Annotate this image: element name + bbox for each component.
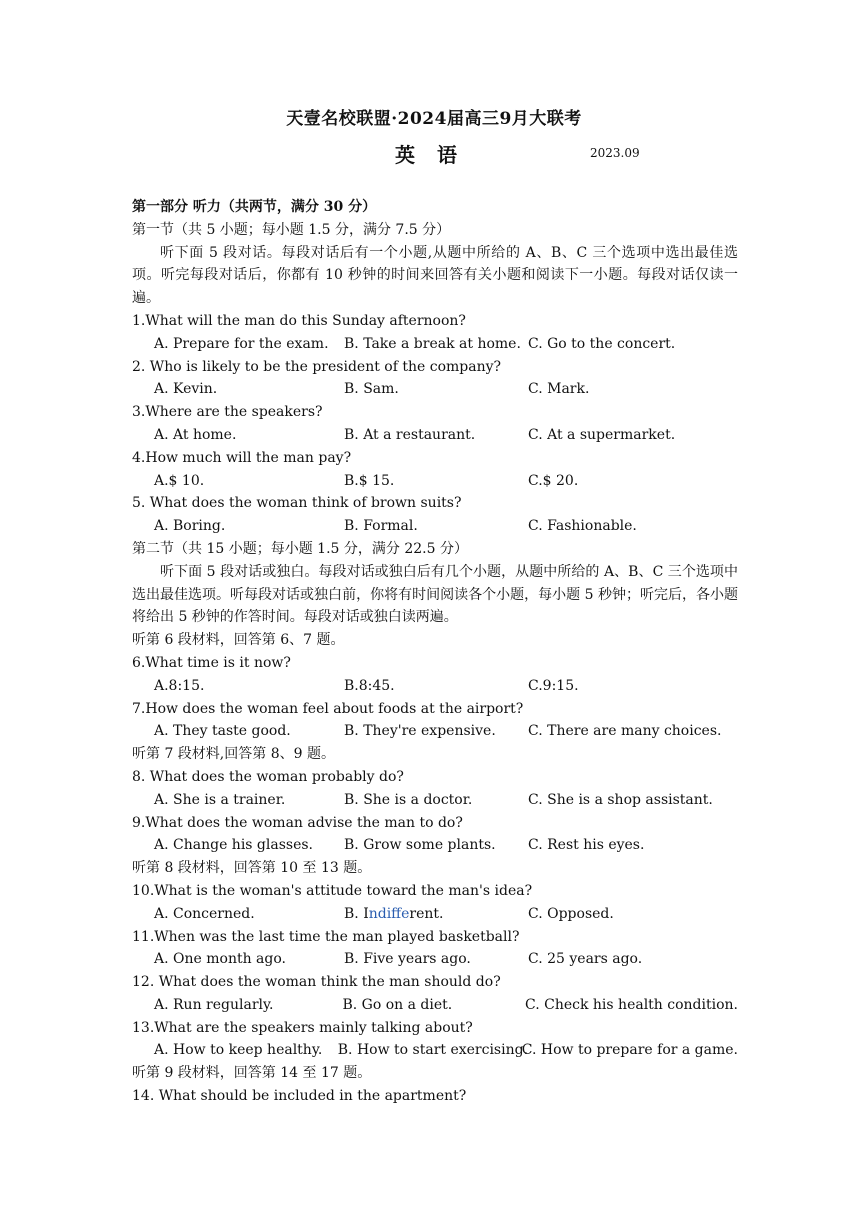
question-11-stem: 11.When was the last time the man played basketball? (132, 928, 520, 945)
subject-title: 英语 (395, 143, 479, 167)
option-a: A. She is a trainer. (154, 791, 286, 808)
question-2-stem: 2. Who is likely to be the president of the company? (132, 358, 502, 375)
option-b: B. Take a break at home. (344, 335, 521, 352)
option-b: B. Sam. (344, 381, 399, 398)
question-9-options (132, 834, 738, 857)
exam-body (132, 196, 738, 1108)
option-a: A. At home. (154, 426, 237, 443)
option-a: A.8:15. (154, 677, 205, 694)
exam-title: 天壹名校联盟·2024届高三9月大联考 (286, 109, 582, 129)
option-a: A. Prepare for the exam. (154, 335, 329, 352)
section2-heading: 第二节（共 15 小题；每小题 1.5 分，满分 22.5 分） (132, 540, 468, 557)
material-8-note: 听第 8 段材料，回答第 10 至 13 题。 (132, 860, 372, 877)
question-1-options (132, 333, 738, 356)
option-c: C.$ 20. (528, 472, 579, 489)
option-c: C. Go to the concert. (528, 335, 676, 352)
option-b: B. Grow some plants. (344, 837, 496, 854)
question-11-options (132, 948, 738, 971)
question-7-stem: 7.How does the woman feel about foods at the airport? (132, 700, 524, 717)
option-b: B. Go on a diet. (342, 996, 453, 1013)
question-8-stem: 8. What does the woman probably do? (132, 768, 404, 785)
option-a: A.$ 10. (154, 472, 205, 489)
question-8-options (132, 789, 738, 812)
option-c: C. She is a shop assistant. (528, 791, 713, 808)
part1-heading: 第一部分 听力（共两节，满分 30 分） (132, 199, 377, 215)
option-a: A. How to keep healthy. (154, 1042, 323, 1059)
option-b-part: B. I (344, 905, 369, 922)
question-4-options (132, 470, 738, 493)
option-c: C. Rest his eyes. (528, 837, 645, 854)
question-3-options (132, 424, 738, 447)
question-5-stem: 5. What does the woman think of brown suits? (132, 495, 462, 512)
question-6-options (132, 675, 738, 698)
option-a: A. Change his glasses. (154, 837, 314, 854)
question-12-options (132, 994, 738, 1017)
option-c: C. 25 years ago. (528, 951, 643, 968)
option-c: C. At a supermarket. (528, 426, 676, 443)
question-9-stem: 9.What does the woman advise the man to do? (132, 814, 463, 831)
option-a: A. One month ago. (154, 951, 286, 968)
question-6-stem: 6.What time is it now? (132, 654, 291, 671)
option-c: C. Check his health condition. (525, 996, 738, 1013)
option-b: B. Formal. (344, 518, 418, 535)
option-c: C. Opposed. (528, 905, 614, 922)
section1-heading: 第一节（共 5 小题；每小题 1.5 分，满分 7.5 分） (132, 221, 451, 238)
option-b: B. They're expensive. (344, 723, 496, 740)
question-14-stem: 14. What should be included in the apartment? (132, 1088, 467, 1105)
option-b: B. At a restaurant. (344, 426, 476, 443)
option-a: A. Run regularly. (154, 996, 274, 1013)
material-6-note: 听第 6 段材料，回答第 6、7 题。 (132, 632, 345, 649)
option-c: C. There are many choices. (528, 723, 722, 740)
option-a: A. They taste good. (154, 723, 291, 740)
option-b-part: rent. (409, 905, 444, 922)
option-b: B. She is a doctor. (344, 791, 473, 808)
option-b-highlight: ndiffe (368, 905, 410, 922)
material-9-note: 听第 9 段材料，回答第 14 至 17 题。 (132, 1065, 372, 1082)
option-c: C. Mark. (528, 381, 590, 398)
option-b: B. Five years ago. (344, 951, 471, 968)
option-a: A. Kevin. (154, 381, 218, 398)
option-b: B.8:45. (344, 677, 395, 694)
option-a: A. Boring. (154, 518, 226, 535)
question-12-stem: 12. What does the woman think the man should do? (132, 974, 501, 991)
section1-instructions: 听下面 5 段对话。每段对话后有一个小题,从题中所给的 A、B、C 三个选项中选出最佳选项。听完每段对话后，你都有 10 秒钟的时间来回答有关小题和阅读下一小题。每段对话仅读一遍。 (132, 244, 738, 307)
question-3-stem: 3.Where are the speakers? (132, 404, 323, 421)
option-b: B. How to start exercising. (337, 1042, 529, 1059)
option-c: C. How to prepare for a game. (521, 1042, 738, 1059)
question-7-options (132, 720, 738, 743)
exam-date: 2023.09 (590, 146, 640, 160)
question-5-options (132, 515, 738, 538)
question-2-options (132, 378, 738, 401)
question-10-stem: 10.What is the woman's attitude toward the man's idea? (132, 882, 533, 899)
question-4-stem: 4.How much will the man pay? (132, 449, 352, 466)
section2-instructions: 听下面 5 段对话或独白。每段对话或独白后有几个小题，从题中所给的 A、B、C 三个选项中选出最佳选项。听每段对话或独白前，你将有时间阅读各个小题，每小题 5 秒钟；听完后，各小题将给出 5 秒钟的作答时间。每段对话或独白读两遍。 (132, 563, 738, 626)
question-13-stem: 13.What are the speakers mainly talking about? (132, 1019, 473, 1036)
material-7-note: 听第 7 段材料,回答第 8、9 题。 (132, 746, 335, 763)
option-a: A. Concerned. (154, 905, 255, 922)
option-c: C. Fashionable. (528, 518, 637, 535)
option-b: B.$ 15. (344, 472, 395, 489)
option-b (344, 903, 528, 926)
question-10-options (132, 903, 738, 926)
question-13-options (132, 1039, 738, 1062)
option-c: C.9:15. (528, 677, 579, 694)
question-1-stem: 1.What will the man do this Sunday afternoon? (132, 312, 466, 329)
